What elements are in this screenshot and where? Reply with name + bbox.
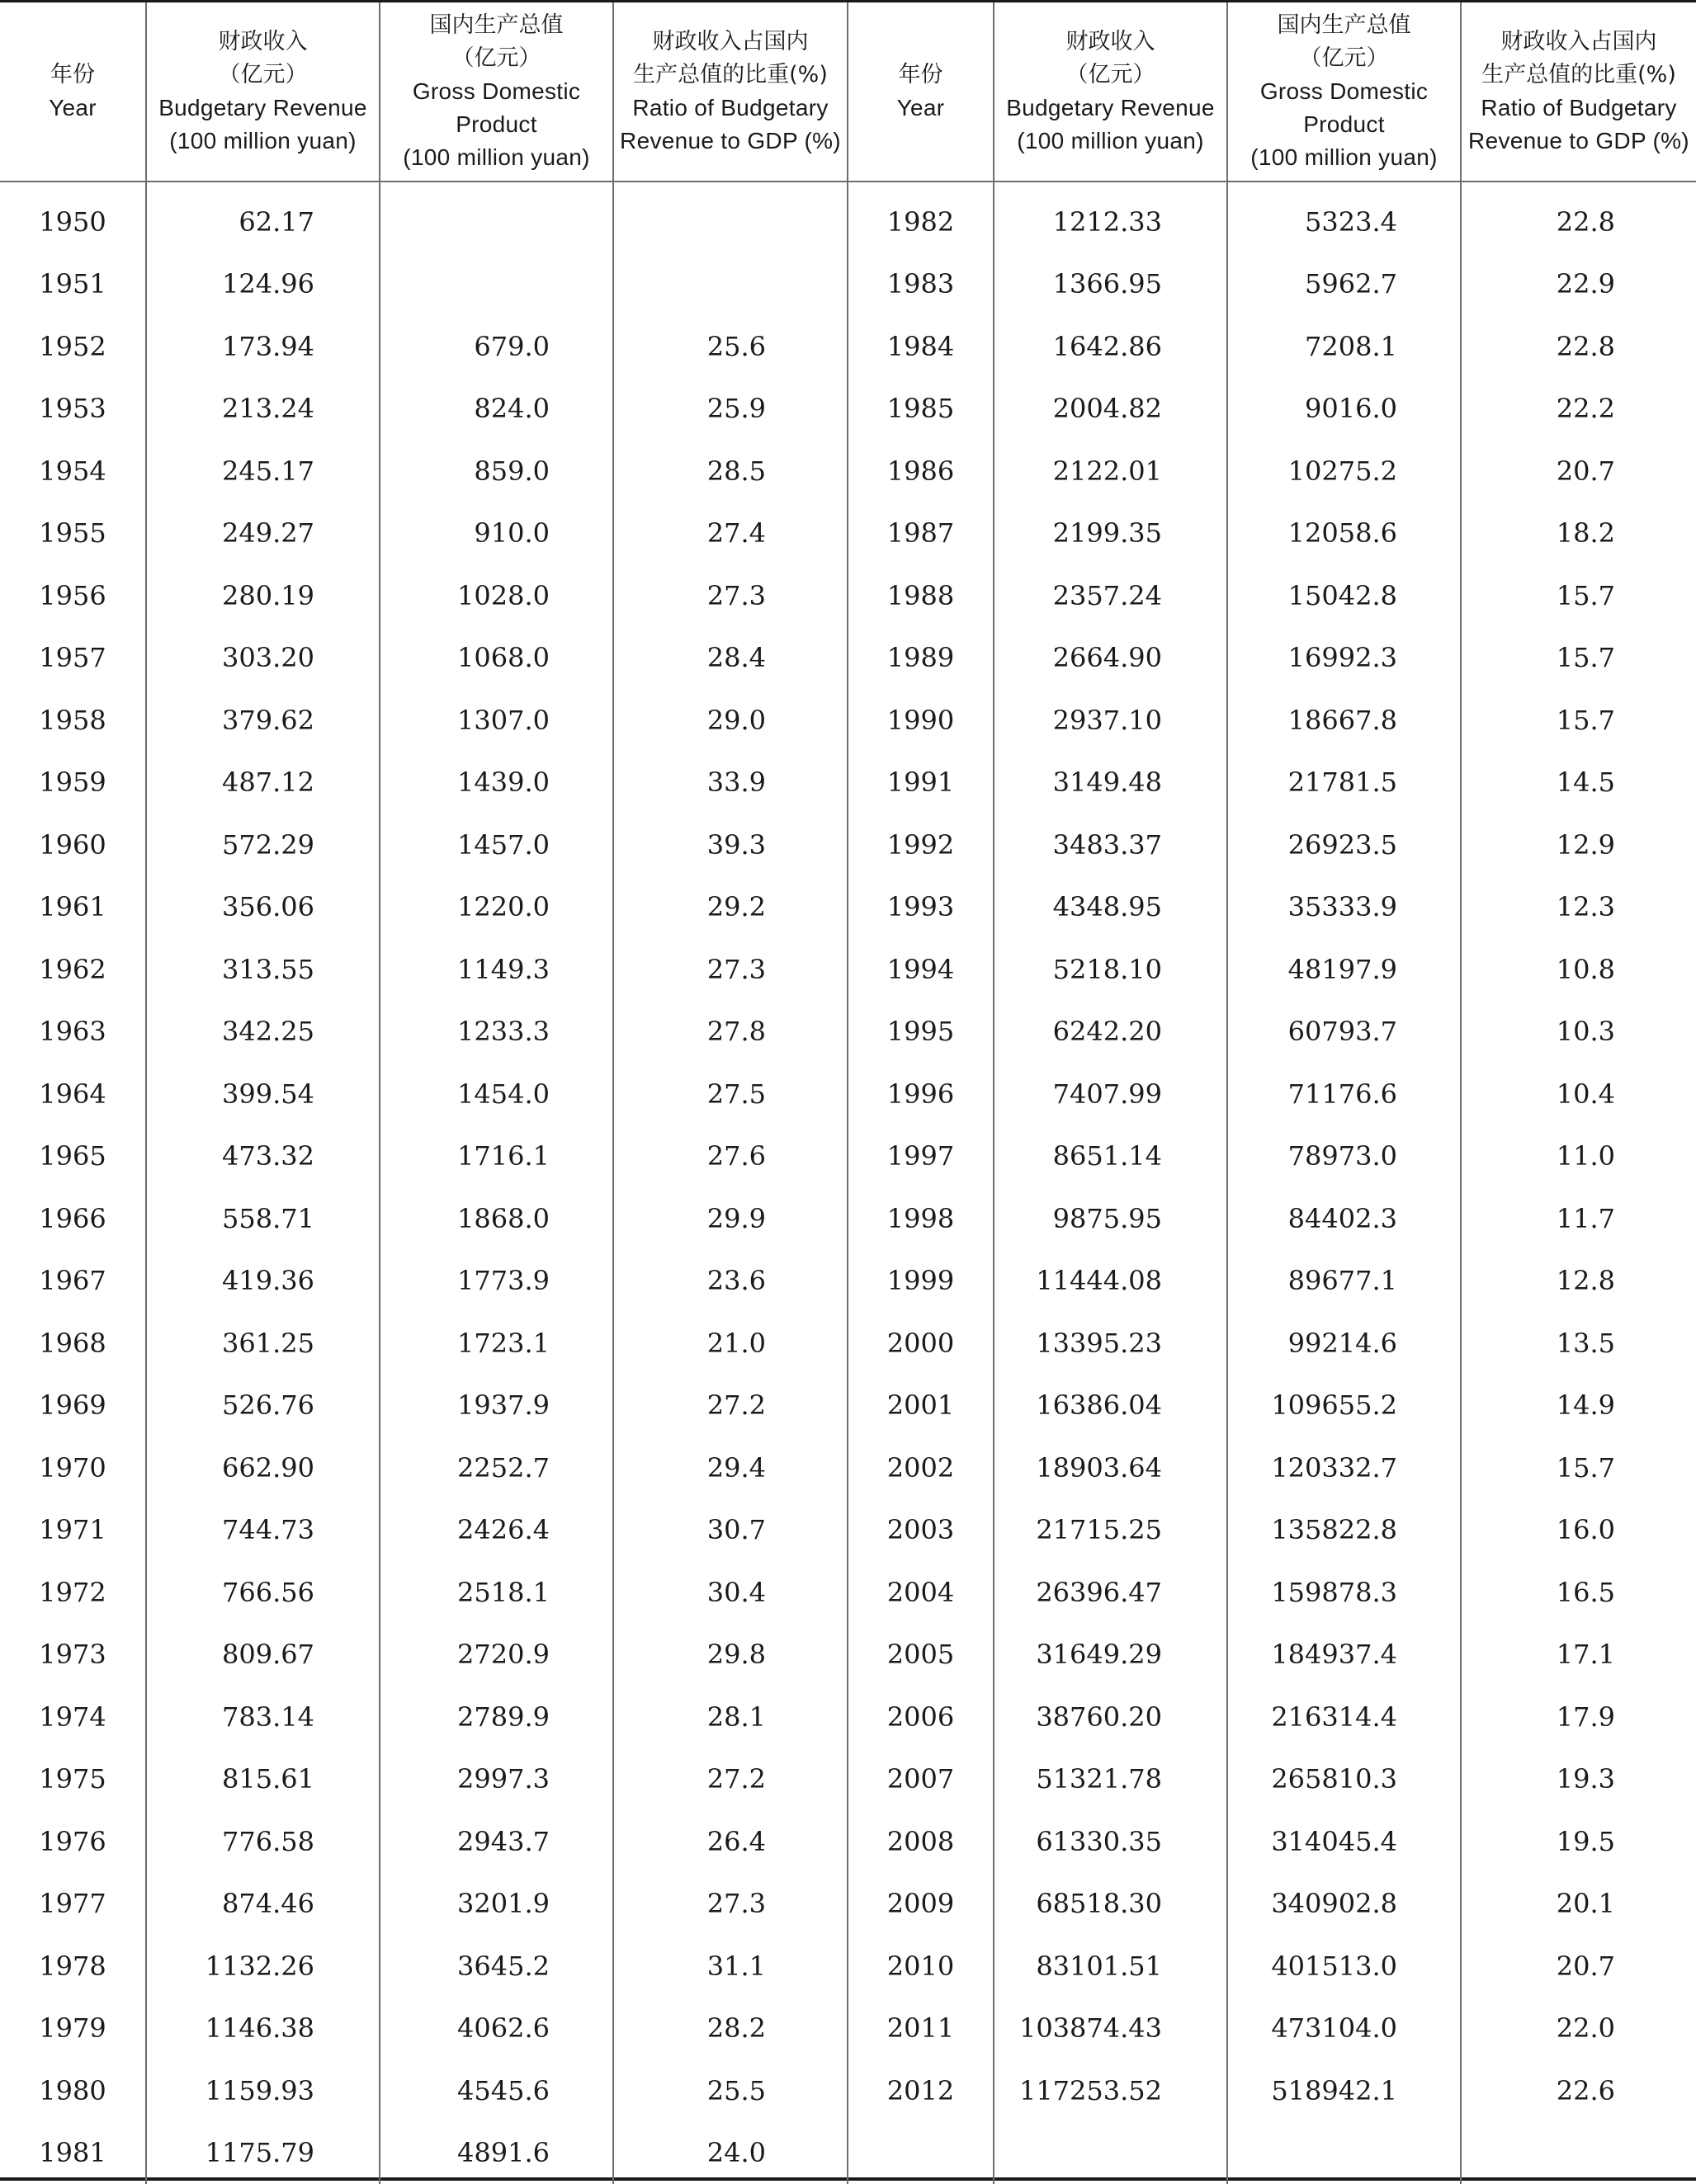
cell-year-right: 1996 [848,1063,994,1125]
cell-gdp: 1233.3 [380,1001,613,1064]
cell-revenue: 361.25 [146,1312,380,1375]
cell-year: 1966 [0,1187,146,1250]
cell-revenue: 356.06 [146,876,380,939]
cell-ratio-right: 14.9 [1461,1375,1696,1437]
cell-year-right: 2000 [848,1312,994,1375]
cell-ratio: 30.7 [613,1499,848,1562]
cell-revenue: 173.94 [146,315,380,378]
cell-gdp-right: 16992.3 [1227,627,1461,690]
cell-gdp-right: 35333.9 [1227,876,1461,939]
cell-gdp: 2252.7 [380,1436,613,1499]
cell-ratio: 29.2 [613,876,848,939]
cell-year: 1973 [0,1624,146,1686]
cell-gdp: 1454.0 [380,1063,613,1125]
cell-revenue-right: 26396.47 [994,1561,1227,1624]
cell-year: 1979 [0,1998,146,2060]
table-row [0,2122,1696,2184]
cell-year-right: 1987 [848,502,994,565]
table-row [0,1748,1696,1811]
cell-gdp: 1439.0 [380,752,613,814]
cell-revenue-right: 9875.95 [994,1187,1227,1250]
header-year: 年份 Year [0,2,146,182]
cell-gdp: 3201.9 [380,1873,613,1936]
table-row [0,1686,1696,1748]
cell-year-right: 2003 [848,1499,994,1562]
cell-gdp-right: 9016.0 [1227,378,1461,441]
cell-ratio-right: 22.6 [1461,2059,1696,2122]
cell-revenue: 572.29 [146,814,380,876]
cell-gdp-right: 84402.3 [1227,1187,1461,1250]
cell-year: 1964 [0,1063,146,1125]
cell-ratio-right: 17.1 [1461,1624,1696,1686]
table-row [0,253,1696,316]
header-year-right: 年份 Year [848,2,994,182]
cell-ratio-right: 16.0 [1461,1499,1696,1562]
cell-year: 1970 [0,1436,146,1499]
cell-revenue: 1146.38 [146,1998,380,2060]
cell-revenue-right: 2357.24 [994,564,1227,627]
cell-ratio: 27.3 [613,938,848,1001]
cell-revenue-right: 4348.95 [994,876,1227,939]
cell-ratio-right: 19.5 [1461,1810,1696,1873]
table-row [0,1499,1696,1562]
cell-gdp-right: 340902.8 [1227,1873,1461,1936]
cell-year: 1978 [0,1935,146,1998]
cell-year-right: 1991 [848,752,994,814]
table-row [0,378,1696,441]
cell-year: 1963 [0,1001,146,1064]
table-row [0,1375,1696,1437]
cell-ratio: 27.3 [613,564,848,627]
cell-revenue-right [994,2122,1227,2184]
cell-revenue-right: 11444.08 [994,1250,1227,1313]
cell-ratio: 29.0 [613,689,848,752]
cell-year-right: 1998 [848,1187,994,1250]
cell-year: 1961 [0,876,146,939]
table-row [0,1250,1696,1313]
cell-gdp: 2789.9 [380,1686,613,1748]
cell-year: 1956 [0,564,146,627]
cell-gdp-right: 21781.5 [1227,752,1461,814]
cell-gdp-right: 184937.4 [1227,1624,1461,1686]
cell-ratio: 27.6 [613,1125,848,1188]
cell-gdp-right: 120332.7 [1227,1436,1461,1499]
cell-revenue-right: 31649.29 [994,1624,1227,1686]
cell-revenue: 526.76 [146,1375,380,1437]
cell-revenue-right: 13395.23 [994,1312,1227,1375]
table-row [0,564,1696,627]
cell-year: 1962 [0,938,146,1001]
cell-year-right: 1994 [848,938,994,1001]
cell-year: 1950 [0,182,146,253]
table-row [0,1873,1696,1936]
cell-ratio: 27.4 [613,502,848,565]
cell-gdp-right: 89677.1 [1227,1250,1461,1313]
cell-ratio [613,182,848,253]
table-row [0,182,1696,253]
cell-year: 1976 [0,1810,146,1873]
cell-ratio: 30.4 [613,1561,848,1624]
cell-year-right: 2004 [848,1561,994,1624]
cell-year: 1955 [0,502,146,565]
cell-revenue-right: 61330.35 [994,1810,1227,1873]
cell-ratio: 28.5 [613,440,848,502]
cell-gdp-right: 5323.4 [1227,182,1461,253]
cell-year-right: 1983 [848,253,994,316]
cell-gdp-right: 99214.6 [1227,1312,1461,1375]
cell-year: 1969 [0,1375,146,1437]
cell-ratio: 24.0 [613,2122,848,2184]
cell-year-right: 1982 [848,182,994,253]
cell-ratio-right: 15.7 [1461,564,1696,627]
cell-gdp: 859.0 [380,440,613,502]
cell-ratio: 25.5 [613,2059,848,2122]
cell-revenue-right: 2937.10 [994,689,1227,752]
table-row [0,689,1696,752]
cell-ratio: 31.1 [613,1935,848,1998]
header-gdp: 国内生产总值 （亿元） Gross Domestic Product (100 million yuan) [380,2,613,182]
cell-year-right: 1984 [848,315,994,378]
cell-gdp: 1937.9 [380,1375,613,1437]
cell-ratio-right: 20.7 [1461,440,1696,502]
cell-year-right: 1990 [848,689,994,752]
cell-year: 1975 [0,1748,146,1811]
cell-revenue-right: 3149.48 [994,752,1227,814]
cell-year: 1974 [0,1686,146,1748]
cell-revenue-right: 2122.01 [994,440,1227,502]
cell-year: 1968 [0,1312,146,1375]
cell-revenue-right: 16386.04 [994,1375,1227,1437]
cell-revenue-right: 83101.51 [994,1935,1227,1998]
cell-gdp-right: 18667.8 [1227,689,1461,752]
cell-revenue: 399.54 [146,1063,380,1125]
table-row [0,1001,1696,1064]
table-row [0,440,1696,502]
cell-ratio: 27.3 [613,1873,848,1936]
cell-gdp: 910.0 [380,502,613,565]
cell-gdp: 1220.0 [380,876,613,939]
cell-ratio-right: 11.7 [1461,1187,1696,1250]
cell-revenue-right: 2664.90 [994,627,1227,690]
cell-year: 1971 [0,1499,146,1562]
cell-gdp-right: 48197.9 [1227,938,1461,1001]
table-row [0,2059,1696,2122]
cell-gdp-right: 10275.2 [1227,440,1461,502]
cell-ratio-right: 17.9 [1461,1686,1696,1748]
cell-revenue-right: 51321.78 [994,1748,1227,1811]
cell-revenue: 1132.26 [146,1935,380,1998]
cell-revenue-right: 117253.52 [994,2059,1227,2122]
cell-ratio-right: 18.2 [1461,502,1696,565]
cell-revenue-right: 7407.99 [994,1063,1227,1125]
cell-gdp-right: 78973.0 [1227,1125,1461,1188]
cell-revenue: 815.61 [146,1748,380,1811]
table-row [0,1312,1696,1375]
cell-ratio-right: 10.3 [1461,1001,1696,1064]
cell-year: 1958 [0,689,146,752]
table-row [0,938,1696,1001]
cell-ratio-right: 14.5 [1461,752,1696,814]
header-ratio-right: 财政收入占国内 生产总值的比重(%) Ratio of Budgetary Revenue to GDP (%) [1461,2,1696,182]
cell-gdp-right: 159878.3 [1227,1561,1461,1624]
cell-gdp-right: 401513.0 [1227,1935,1461,1998]
cell-revenue-right: 21715.25 [994,1499,1227,1562]
cell-gdp-right: 518942.1 [1227,2059,1461,2122]
cell-year-right: 2001 [848,1375,994,1437]
table-body [0,182,1696,2184]
cell-ratio-right: 19.3 [1461,1748,1696,1811]
cell-year: 1951 [0,253,146,316]
table-row [0,876,1696,939]
cell-gdp [380,253,613,316]
cell-ratio-right: 10.8 [1461,938,1696,1001]
table-row [0,1187,1696,1250]
cell-year-right: 2010 [848,1935,994,1998]
cell-gdp: 2518.1 [380,1561,613,1624]
cell-year: 1980 [0,2059,146,2122]
cell-year-right: 1999 [848,1250,994,1313]
cell-year-right: 1997 [848,1125,994,1188]
cell-year: 1957 [0,627,146,690]
cell-ratio-right: 12.3 [1461,876,1696,939]
cell-year-right: 2007 [848,1748,994,1811]
cell-gdp: 2426.4 [380,1499,613,1562]
cell-year-right: 2011 [848,1998,994,2060]
cell-year-right: 1995 [848,1001,994,1064]
cell-ratio-right: 11.0 [1461,1125,1696,1188]
cell-year: 1981 [0,2122,146,2184]
cell-ratio-right: 20.1 [1461,1873,1696,1936]
cell-year: 1952 [0,315,146,378]
cell-year: 1960 [0,814,146,876]
table-row [0,1063,1696,1125]
table-row [0,502,1696,565]
cell-ratio: 29.4 [613,1436,848,1499]
cell-gdp: 2997.3 [380,1748,613,1811]
cell-ratio: 29.8 [613,1624,848,1686]
cell-ratio: 27.8 [613,1001,848,1064]
header-row [0,2,1696,182]
cell-revenue: 776.58 [146,1810,380,1873]
cell-gdp: 679.0 [380,315,613,378]
cell-gdp: 1457.0 [380,814,613,876]
cell-ratio-right: 22.0 [1461,1998,1696,2060]
cell-year: 1965 [0,1125,146,1188]
cell-gdp: 2720.9 [380,1624,613,1686]
cell-ratio: 27.2 [613,1375,848,1437]
cell-year: 1977 [0,1873,146,1936]
cell-ratio-right: 22.9 [1461,253,1696,316]
cell-revenue-right: 18903.64 [994,1436,1227,1499]
cell-year-right: 2002 [848,1436,994,1499]
cell-ratio: 26.4 [613,1810,848,1873]
cell-revenue: 809.67 [146,1624,380,1686]
cell-year-right: 1986 [848,440,994,502]
cell-revenue: 1159.93 [146,2059,380,2122]
cell-year-right: 1985 [848,378,994,441]
cell-gdp: 4545.6 [380,2059,613,2122]
fiscal-revenue-table [0,2,1696,2184]
cell-gdp: 1068.0 [380,627,613,690]
table-row [0,1561,1696,1624]
cell-gdp: 3645.2 [380,1935,613,1998]
cell-revenue: 558.71 [146,1187,380,1250]
cell-gdp-right: 135822.8 [1227,1499,1461,1562]
cell-year-right: 2006 [848,1686,994,1748]
cell-revenue: 473.32 [146,1125,380,1188]
cell-revenue: 744.73 [146,1499,380,1562]
cell-gdp-right: 15042.8 [1227,564,1461,627]
cell-gdp-right: 216314.4 [1227,1686,1461,1748]
cell-gdp: 1773.9 [380,1250,613,1313]
cell-revenue: 280.19 [146,564,380,627]
table-row [0,814,1696,876]
cell-ratio: 27.2 [613,1748,848,1811]
table-row [0,1935,1696,1998]
cell-gdp: 1028.0 [380,564,613,627]
cell-ratio-right: 12.8 [1461,1250,1696,1313]
header-gdp-right: 国内生产总值 （亿元） Gross Domestic Product (100 million yuan) [1227,2,1461,182]
cell-year-right: 1993 [848,876,994,939]
cell-revenue-right: 3483.37 [994,814,1227,876]
cell-year: 1954 [0,440,146,502]
header-revenue: 财政收入 （亿元） Budgetary Revenue (100 million yuan) [146,2,380,182]
table-row [0,1810,1696,1873]
cell-ratio-right: 13.5 [1461,1312,1696,1375]
cell-gdp-right: 265810.3 [1227,1748,1461,1811]
cell-ratio-right: 16.5 [1461,1561,1696,1624]
table-row [0,1624,1696,1686]
cell-gdp: 4062.6 [380,1998,613,2060]
cell-gdp: 4891.6 [380,2122,613,2184]
cell-gdp-right: 26923.5 [1227,814,1461,876]
cell-gdp-right: 7208.1 [1227,315,1461,378]
header-ratio: 财政收入占国内 生产总值的比重(%) Ratio of Budgetary Revenue to GDP (%) [613,2,848,182]
cell-ratio: 28.2 [613,1998,848,2060]
cell-revenue-right: 2004.82 [994,378,1227,441]
cell-revenue-right: 1212.33 [994,182,1227,253]
table-row [0,627,1696,690]
cell-gdp: 2943.7 [380,1810,613,1873]
cell-revenue-right: 103874.43 [994,1998,1227,2060]
cell-ratio: 23.6 [613,1250,848,1313]
cell-ratio: 25.6 [613,315,848,378]
cell-revenue: 766.56 [146,1561,380,1624]
cell-ratio [613,253,848,316]
cell-gdp-right: 5962.7 [1227,253,1461,316]
table-row [0,752,1696,814]
cell-ratio: 25.9 [613,378,848,441]
cell-gdp: 1723.1 [380,1312,613,1375]
cell-year-right: 1992 [848,814,994,876]
cell-revenue-right: 2199.35 [994,502,1227,565]
cell-ratio: 33.9 [613,752,848,814]
cell-gdp: 1868.0 [380,1187,613,1250]
cell-ratio-right: 22.8 [1461,315,1696,378]
cell-gdp-right: 314045.4 [1227,1810,1461,1873]
cell-ratio-right: 15.7 [1461,627,1696,690]
cell-gdp-right: 109655.2 [1227,1375,1461,1437]
header-revenue-right: 财政收入 （亿元） Budgetary Revenue (100 million yuan) [994,2,1227,182]
cell-revenue: 379.62 [146,689,380,752]
cell-ratio-right [1461,2122,1696,2184]
cell-year-right: 2009 [848,1873,994,1936]
table-row [0,1125,1696,1188]
cell-year-right: 2005 [848,1624,994,1686]
cell-year: 1953 [0,378,146,441]
cell-year: 1959 [0,752,146,814]
cell-revenue-right: 6242.20 [994,1001,1227,1064]
cell-gdp-right [1227,2122,1461,2184]
cell-revenue: 419.36 [146,1250,380,1313]
cell-ratio: 28.1 [613,1686,848,1748]
cell-revenue: 783.14 [146,1686,380,1748]
cell-gdp-right: 12058.6 [1227,502,1461,565]
cell-ratio-right: 15.7 [1461,1436,1696,1499]
cell-gdp [380,182,613,253]
cell-gdp: 824.0 [380,378,613,441]
cell-ratio: 29.9 [613,1187,848,1250]
cell-year: 1972 [0,1561,146,1624]
cell-revenue: 124.96 [146,253,380,316]
cell-ratio-right: 10.4 [1461,1063,1696,1125]
cell-revenue-right: 5218.10 [994,938,1227,1001]
cell-gdp-right: 60793.7 [1227,1001,1461,1064]
table-row [0,315,1696,378]
cell-ratio: 28.4 [613,627,848,690]
cell-ratio: 21.0 [613,1312,848,1375]
cell-ratio: 39.3 [613,814,848,876]
cell-revenue: 213.24 [146,378,380,441]
cell-revenue: 874.46 [146,1873,380,1936]
cell-gdp: 1307.0 [380,689,613,752]
cell-revenue: 313.55 [146,938,380,1001]
cell-revenue: 662.90 [146,1436,380,1499]
cell-ratio-right: 22.8 [1461,182,1696,253]
cell-revenue: 342.25 [146,1001,380,1064]
cell-ratio-right: 22.2 [1461,378,1696,441]
cell-revenue: 1175.79 [146,2122,380,2184]
cell-revenue-right: 38760.20 [994,1686,1227,1748]
cell-year-right: 2008 [848,1810,994,1873]
cell-year-right: 1989 [848,627,994,690]
cell-gdp: 1716.1 [380,1125,613,1188]
cell-revenue-right: 68518.30 [994,1873,1227,1936]
cell-year: 1967 [0,1250,146,1313]
cell-year-right: 1988 [848,564,994,627]
cell-revenue: 487.12 [146,752,380,814]
table-row [0,1998,1696,2060]
cell-revenue: 303.20 [146,627,380,690]
table-row [0,1436,1696,1499]
cell-revenue: 249.27 [146,502,380,565]
cell-ratio-right: 20.7 [1461,1935,1696,1998]
cell-revenue-right: 1366.95 [994,253,1227,316]
cell-revenue: 62.17 [146,182,380,253]
cell-ratio-right: 15.7 [1461,689,1696,752]
cell-gdp-right: 71176.6 [1227,1063,1461,1125]
cell-year-right [848,2122,994,2184]
cell-revenue: 245.17 [146,440,380,502]
cell-ratio: 27.5 [613,1063,848,1125]
cell-year-right: 2012 [848,2059,994,2122]
cell-gdp-right: 473104.0 [1227,1998,1461,2060]
cell-revenue-right: 1642.86 [994,315,1227,378]
cell-revenue-right: 8651.14 [994,1125,1227,1188]
cell-ratio-right: 12.9 [1461,814,1696,876]
cell-gdp: 1149.3 [380,938,613,1001]
